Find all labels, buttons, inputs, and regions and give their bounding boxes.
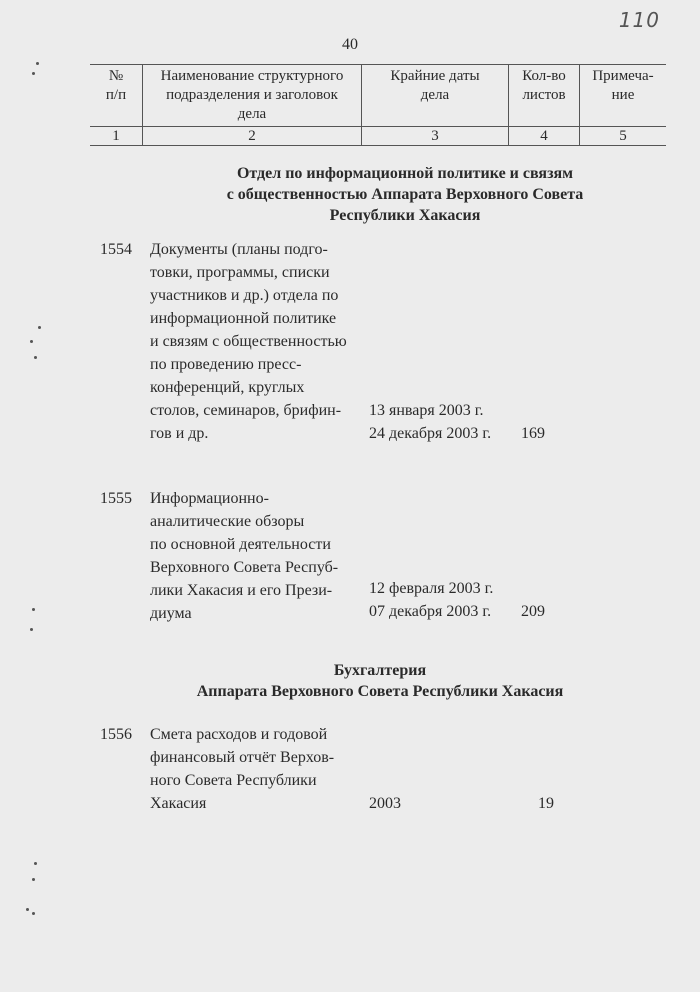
col-number-4: 4 (509, 127, 580, 146)
scan-speck (26, 908, 29, 911)
entry-date-start: 12 февраля 2003 г. (369, 580, 494, 597)
entry-date-end: 24 декабря 2003 г. (369, 425, 492, 442)
entry-number: 1555 (100, 490, 132, 507)
section-title-info-policy: Отдел по информационной политике и связям с общественностью Аппарата Верховного Совета Республики Хакасия (226, 165, 584, 224)
inventory-table-header (90, 64, 666, 146)
entry-date-start: 13 января 2003 г. (369, 402, 484, 419)
entry-title: Информационно- аналитические обзоры по основной деятельности Верховного Совета Респуб- лики Хакасия и его Прези- диума (150, 490, 339, 622)
scan-speck (34, 862, 37, 865)
col-number-5: 5 (580, 127, 667, 146)
entry-sheets: 209 (521, 603, 545, 620)
col-dates-header: Крайние даты дела (362, 65, 509, 127)
col-notes-header: Примеча- ние (580, 65, 667, 127)
col-number-2: 2 (143, 127, 362, 146)
col-sheets-header: Кол-во листов (509, 65, 580, 127)
header-row (90, 65, 666, 127)
scan-speck (30, 628, 33, 631)
scan-speck (32, 878, 35, 881)
entry-date-end: 07 декабря 2003 г. (369, 603, 492, 620)
entry-title: Документы (планы подго- товки, программы, списки участников и др.) отдела по информационной политике и связям с общественностью по проведению пресс- конференций, круглых столов, семинаров, брифин- гов и др. (150, 241, 347, 442)
entry-number: 1554 (100, 241, 132, 258)
page-number: 40 (342, 36, 358, 53)
scan-speck (30, 340, 33, 343)
entry-title: Смета расходов и годовой финансовый отчёт Верхов- ного Совета Республики Хакасия (150, 726, 335, 812)
section-title-accounting: Бухгалтерия Аппарата Верховного Совета Республики Хакасия (196, 662, 564, 700)
scan-speck (34, 356, 37, 359)
col-title-header: Наименование структурного подразделения и заголовок дела (143, 65, 362, 127)
scan-speck (36, 62, 39, 65)
handwritten-folio-number: 110 (618, 8, 660, 32)
scan-speck (38, 326, 41, 329)
scan-speck (32, 608, 35, 611)
entry-sheets: 19 (538, 795, 554, 812)
scan-speck (32, 912, 35, 915)
entry-sheets: 169 (521, 425, 545, 442)
scan-speck (32, 72, 35, 75)
entry-number: 1556 (100, 726, 132, 743)
col-number-1: 1 (90, 127, 143, 146)
column-numbers-row (90, 127, 666, 146)
entry-date-end: 2003 (369, 795, 401, 812)
col-number-3: 3 (362, 127, 509, 146)
col-number-header: № п/п (90, 65, 143, 127)
